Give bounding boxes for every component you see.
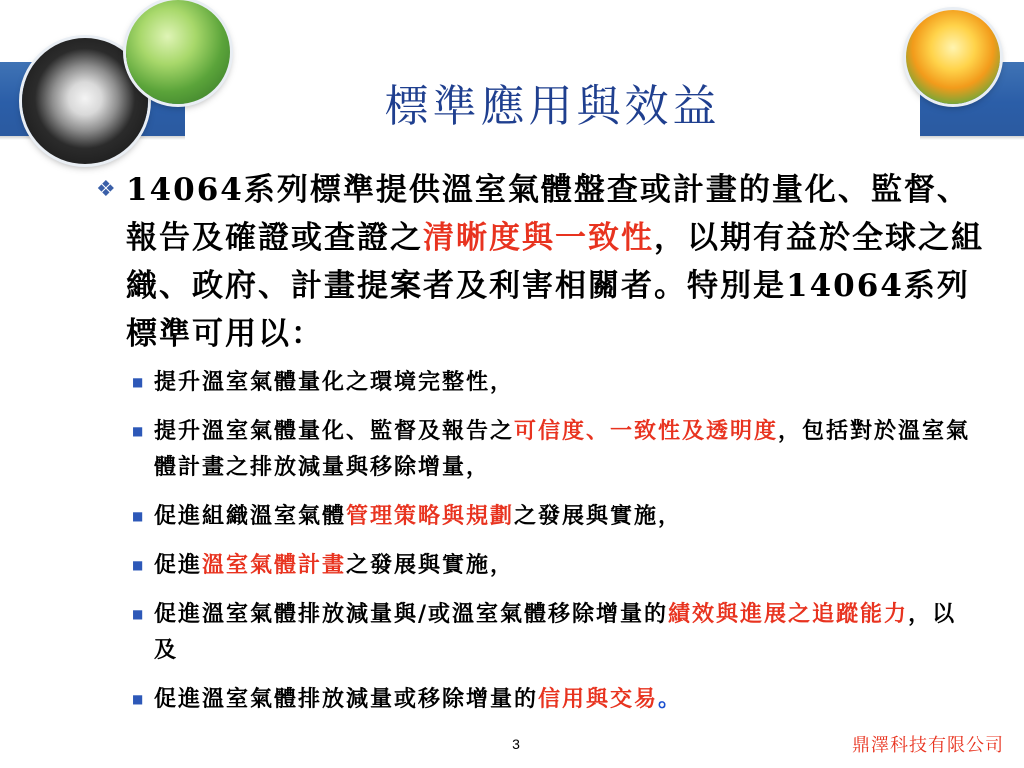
sub-point-text-2: ，以及 xyxy=(154,601,957,663)
sub-point-highlight: 溫室氣體計畫 xyxy=(202,552,347,578)
sub-point xyxy=(132,498,996,534)
sub-point-text xyxy=(154,364,979,400)
sub-point-highlight: 可信度、一致性及透明度 xyxy=(514,418,779,444)
sub-point-text-2: 。 xyxy=(658,686,683,712)
square-bullet-icon: ■ xyxy=(132,375,144,389)
square-bullet-icon: ■ xyxy=(132,424,144,438)
main-point-text xyxy=(126,166,996,358)
main-point xyxy=(96,166,996,358)
sub-point xyxy=(132,681,996,717)
sub-point-text xyxy=(154,547,979,583)
square-bullet-icon: ■ xyxy=(132,692,144,706)
main-point-text-2: ，以期有益於全球之組織、政府、計畫提案者及利害相關者。特別是14064系列標準可用以： xyxy=(126,220,984,352)
square-bullet-icon: ■ xyxy=(132,607,144,621)
tulip-photo xyxy=(906,10,1000,104)
slide-content xyxy=(96,166,996,730)
sub-point-text-2: 之發展與實施， xyxy=(514,503,683,529)
sub-point-list xyxy=(96,364,996,717)
square-bullet-icon: ■ xyxy=(132,509,144,523)
main-point-text-1: 14064系列標準提供溫室氣體盤查或計畫的量化、監督、報告及確證或查證之 xyxy=(126,172,970,256)
sub-point xyxy=(132,547,996,583)
sub-point-text-2: 之發展與實施， xyxy=(346,552,515,578)
leaf-photo xyxy=(126,0,230,104)
title-box xyxy=(185,58,920,146)
sub-point-text xyxy=(154,681,979,717)
sub-point-text-1: 促進溫室氣體排放減量或移除增量的 xyxy=(154,686,539,712)
diamond-cluster-icon: ❖ xyxy=(96,177,116,202)
sub-point-highlight: 績效與進展之追蹤能力 xyxy=(668,601,909,627)
sub-point xyxy=(132,364,996,400)
main-point-highlight: 清晰度與一致性 xyxy=(423,220,654,256)
sub-point-text-1: 提升溫室氣體量化之環境完整性， xyxy=(154,369,515,395)
sub-point-text xyxy=(154,413,979,485)
page-number: 3 xyxy=(512,736,520,752)
square-bullet-icon: ■ xyxy=(132,558,144,572)
sub-point-text-2: ，包括對於溫室氣體計畫之排放減量與移除增量， xyxy=(154,418,971,480)
sub-point-highlight: 信用與交易 xyxy=(538,686,659,712)
sub-point-text-1: 促進組織溫室氣體 xyxy=(154,503,347,529)
sub-point xyxy=(132,413,996,485)
company-name: 鼎澤科技有限公司 xyxy=(852,735,1004,756)
sub-point-text xyxy=(154,498,979,534)
sub-point-text xyxy=(154,596,979,668)
sub-point-text-1: 促進溫室氣體排放減量與/或溫室氣體移除增量的 xyxy=(154,601,669,627)
sub-point-highlight: 管理策略與規劃 xyxy=(346,503,515,529)
sub-point-text-1: 提升溫室氣體量化、監督及報告之 xyxy=(154,418,515,444)
slide-title: 標準應用與效益 xyxy=(384,81,721,132)
sub-point-text-1: 促進 xyxy=(154,552,203,578)
sub-point xyxy=(132,596,996,668)
